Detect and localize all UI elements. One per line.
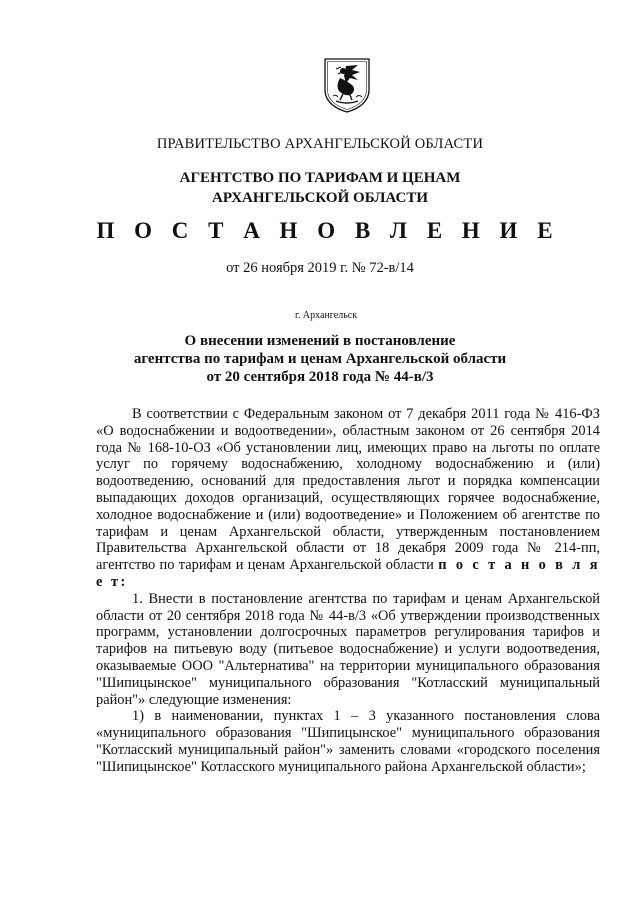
- resolves-word: п о с т а н о в л я е т:: [96, 557, 600, 590]
- preamble-text: В соответствии с Федеральным законом от 7 декабря 2011 года № 416-ФЗ «О водоснабжении и водоотведении», областным законом от 26 сентября 2014 года № 168-10-ОЗ «Об установлении лиц, имеющих право на льготы по оплате услуг по горячему водоснабжению, холодному водоснабжению и (или) водоотведению, оснований для предоставления льгот и порядка компенсации выпадающих доходов организаций, осуществляющих горячее водоснабжение, холодное водоснабжение и (или) водоотведение» и Положением об агентстве по тарифам и ценам Архангельской области, утвержденным постановлением Правительства Архангельской области от 18 декабря 2009 года № 214-пп, агентство по тарифам и ценам Архангельской области: [96, 406, 600, 574]
- subject-line3: от 20 сентября 2018 года № 44-в/3: [206, 369, 434, 385]
- agency-name-line1: АГЕНТСТВО ПО ТАРИФАМ И ЦЕНАМ: [179, 170, 461, 186]
- preamble-paragraph: [96, 406, 600, 591]
- decree-subject: [0, 332, 640, 386]
- decree-date-number: от 26 ноября 2019 г. № 72-в/14: [226, 260, 414, 276]
- item-1-paragraph: 1. Внести в постановление агентства по тарифам и ценам Архангельской области от 20 сентября 2018 года № 44-в/3 «Об утверждении производственных программ, установлении долгосрочных параметров регулирования тарифов и тарифов на питьевую воду (питьевое водоснабжение) и услуги водоотведения, оказываемые ООО "Альтернатива" на территории муниципального образования "Шипицынское" муниципального образования "Котласский муниципальный район"» следующие изменения:: [96, 590, 600, 708]
- city-name: г. Архангельск: [294, 310, 358, 321]
- agency-name-line2: АРХАНГЕЛЬСКОЙ ОБЛАСТИ: [212, 190, 428, 206]
- coat-of-arms-emblem-icon: [322, 56, 372, 114]
- document-type-title: П О С Т А Н О В Л Е Н И Е: [96, 218, 560, 243]
- subitem-1-paragraph: 1) в наименовании, пунктах 1 – 3 указанного постановления слова «муниципального образования "Шипицынское" муниципального образования "Котласский муниципальный район"» заменить словами «городского поселения "Шипицынское" Котласского муниципального района Архангельской области»;: [96, 708, 600, 775]
- subject-line2: агентства по тарифам и ценам Архангельской области: [133, 351, 507, 367]
- government-name: ПРАВИТЕЛЬСТВО АРХАНГЕЛЬСКОЙ ОБЛАСТИ: [156, 136, 484, 152]
- subject-line1: О внесении изменений в постановление: [184, 333, 456, 349]
- decree-body: [96, 406, 600, 776]
- agency-name: [0, 168, 640, 208]
